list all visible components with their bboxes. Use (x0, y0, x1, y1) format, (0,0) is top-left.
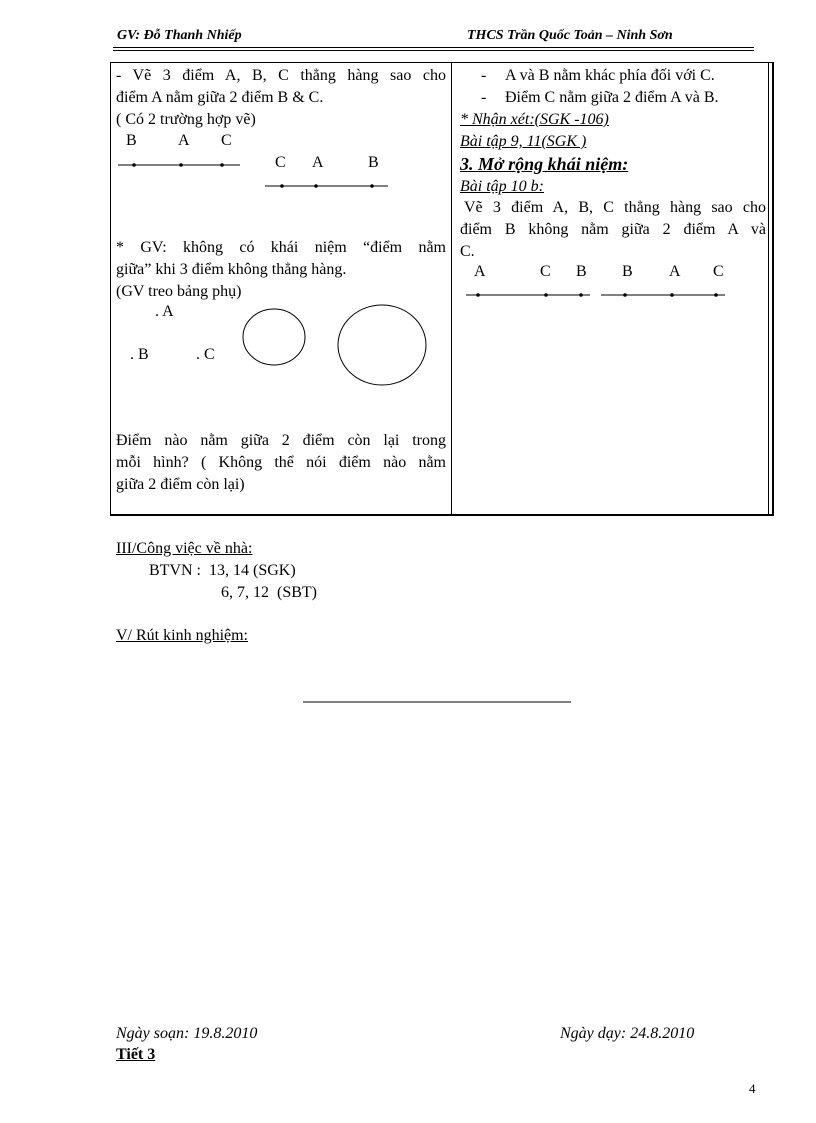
right-case1-segment (466, 294, 590, 297)
large-circle (338, 305, 426, 385)
left-case2-segment (265, 185, 388, 188)
bullet1-dash: - (481, 67, 487, 84)
question-line1: Điểm nào nằm giữa 2 điểm còn lại trong (116, 432, 446, 449)
gv-note-line1: * GV: không có khái niệm “điểm nằm (116, 239, 446, 256)
homework-line1: BTVN : 13, 14 (SGK) (149, 562, 296, 579)
right-case2-label-b: B (622, 263, 633, 280)
exercise-10b-line3: C. (460, 243, 475, 260)
bullet2-text: Điểm C nằm giữa 2 điểm A và B. (505, 89, 719, 106)
left-case2-label-c: C (275, 154, 286, 171)
left-case1-label-b: B (126, 132, 137, 149)
review-title: V/ Rút kinh nghiệm: (116, 627, 248, 644)
bullet2-dash: - (481, 89, 487, 106)
teach-date: Ngày dạy: 24.8.2010 (560, 1025, 695, 1042)
question-line2: mỗi hình? ( Không thể nói điểm nào nằm (116, 454, 446, 471)
exercise-9-11: Bài tập 9, 11(SGK ) (460, 133, 587, 150)
homework-line2: 6, 7, 12 (SBT) (221, 584, 317, 601)
left-text-line2: điểm A nằm giữa 2 điểm B & C. (116, 89, 324, 106)
left-case1-label-a: A (178, 132, 190, 149)
gv-note-line2: giữa” khi 3 điểm không thẳng hàng. (116, 261, 347, 278)
teacher-name: GV: Đỗ Thanh Nhiếp (117, 28, 242, 43)
right-case2-label-c: C (713, 263, 724, 280)
school-name: THCS Trần Quốc Toản – Ninh Sơn (467, 28, 673, 43)
exercise-10b-line2: điểm B không nằm giữa 2 điểm A và (460, 221, 766, 238)
prep-date: Ngày soạn: 19.8.2010 (116, 1025, 258, 1042)
exercise-10b-line1: Vẽ 3 điểm A, B, C thẳng hàng sao cho (464, 199, 766, 216)
homework-title: III/Công việc về nhà: (116, 540, 253, 557)
left-case2-label-b: B (368, 154, 379, 171)
point-a-label: . A (155, 303, 174, 320)
point-b-label: . B (130, 346, 149, 363)
left-case1-segment (118, 164, 240, 167)
left-text-line3: ( Có 2 trường hợp vẽ) (116, 111, 256, 128)
page-number: 4 (749, 1081, 756, 1096)
right-case2-segment (601, 294, 725, 297)
remark-link: * Nhận xét:(SGK -106) (460, 111, 609, 128)
right-case1-label-c: C (540, 263, 551, 280)
right-case1-label-b: B (576, 263, 587, 280)
right-case1-label-a: A (474, 263, 486, 280)
gv-note-line3: (GV treo bảng phụ) (116, 283, 242, 300)
bullet1-text: A và B nằm khác phía đối với C. (505, 67, 715, 84)
point-c-label: . C (196, 346, 215, 363)
lesson-number: Tiết 3 (116, 1046, 156, 1063)
question-line3: giữa 2 điểm còn lại) (116, 476, 245, 493)
section-3-title: 3. Mở rộng khái niệm: (460, 154, 629, 174)
left-case2-label-a: A (312, 154, 324, 171)
exercise-10b-title: Bài tập 10 b: (460, 178, 544, 195)
left-text-line1: - Vẽ 3 điểm A, B, C thẳng hàng sao cho (116, 67, 446, 84)
small-circle (243, 309, 305, 365)
right-case2-label-a: A (669, 263, 681, 280)
left-case1-label-c: C (221, 132, 232, 149)
